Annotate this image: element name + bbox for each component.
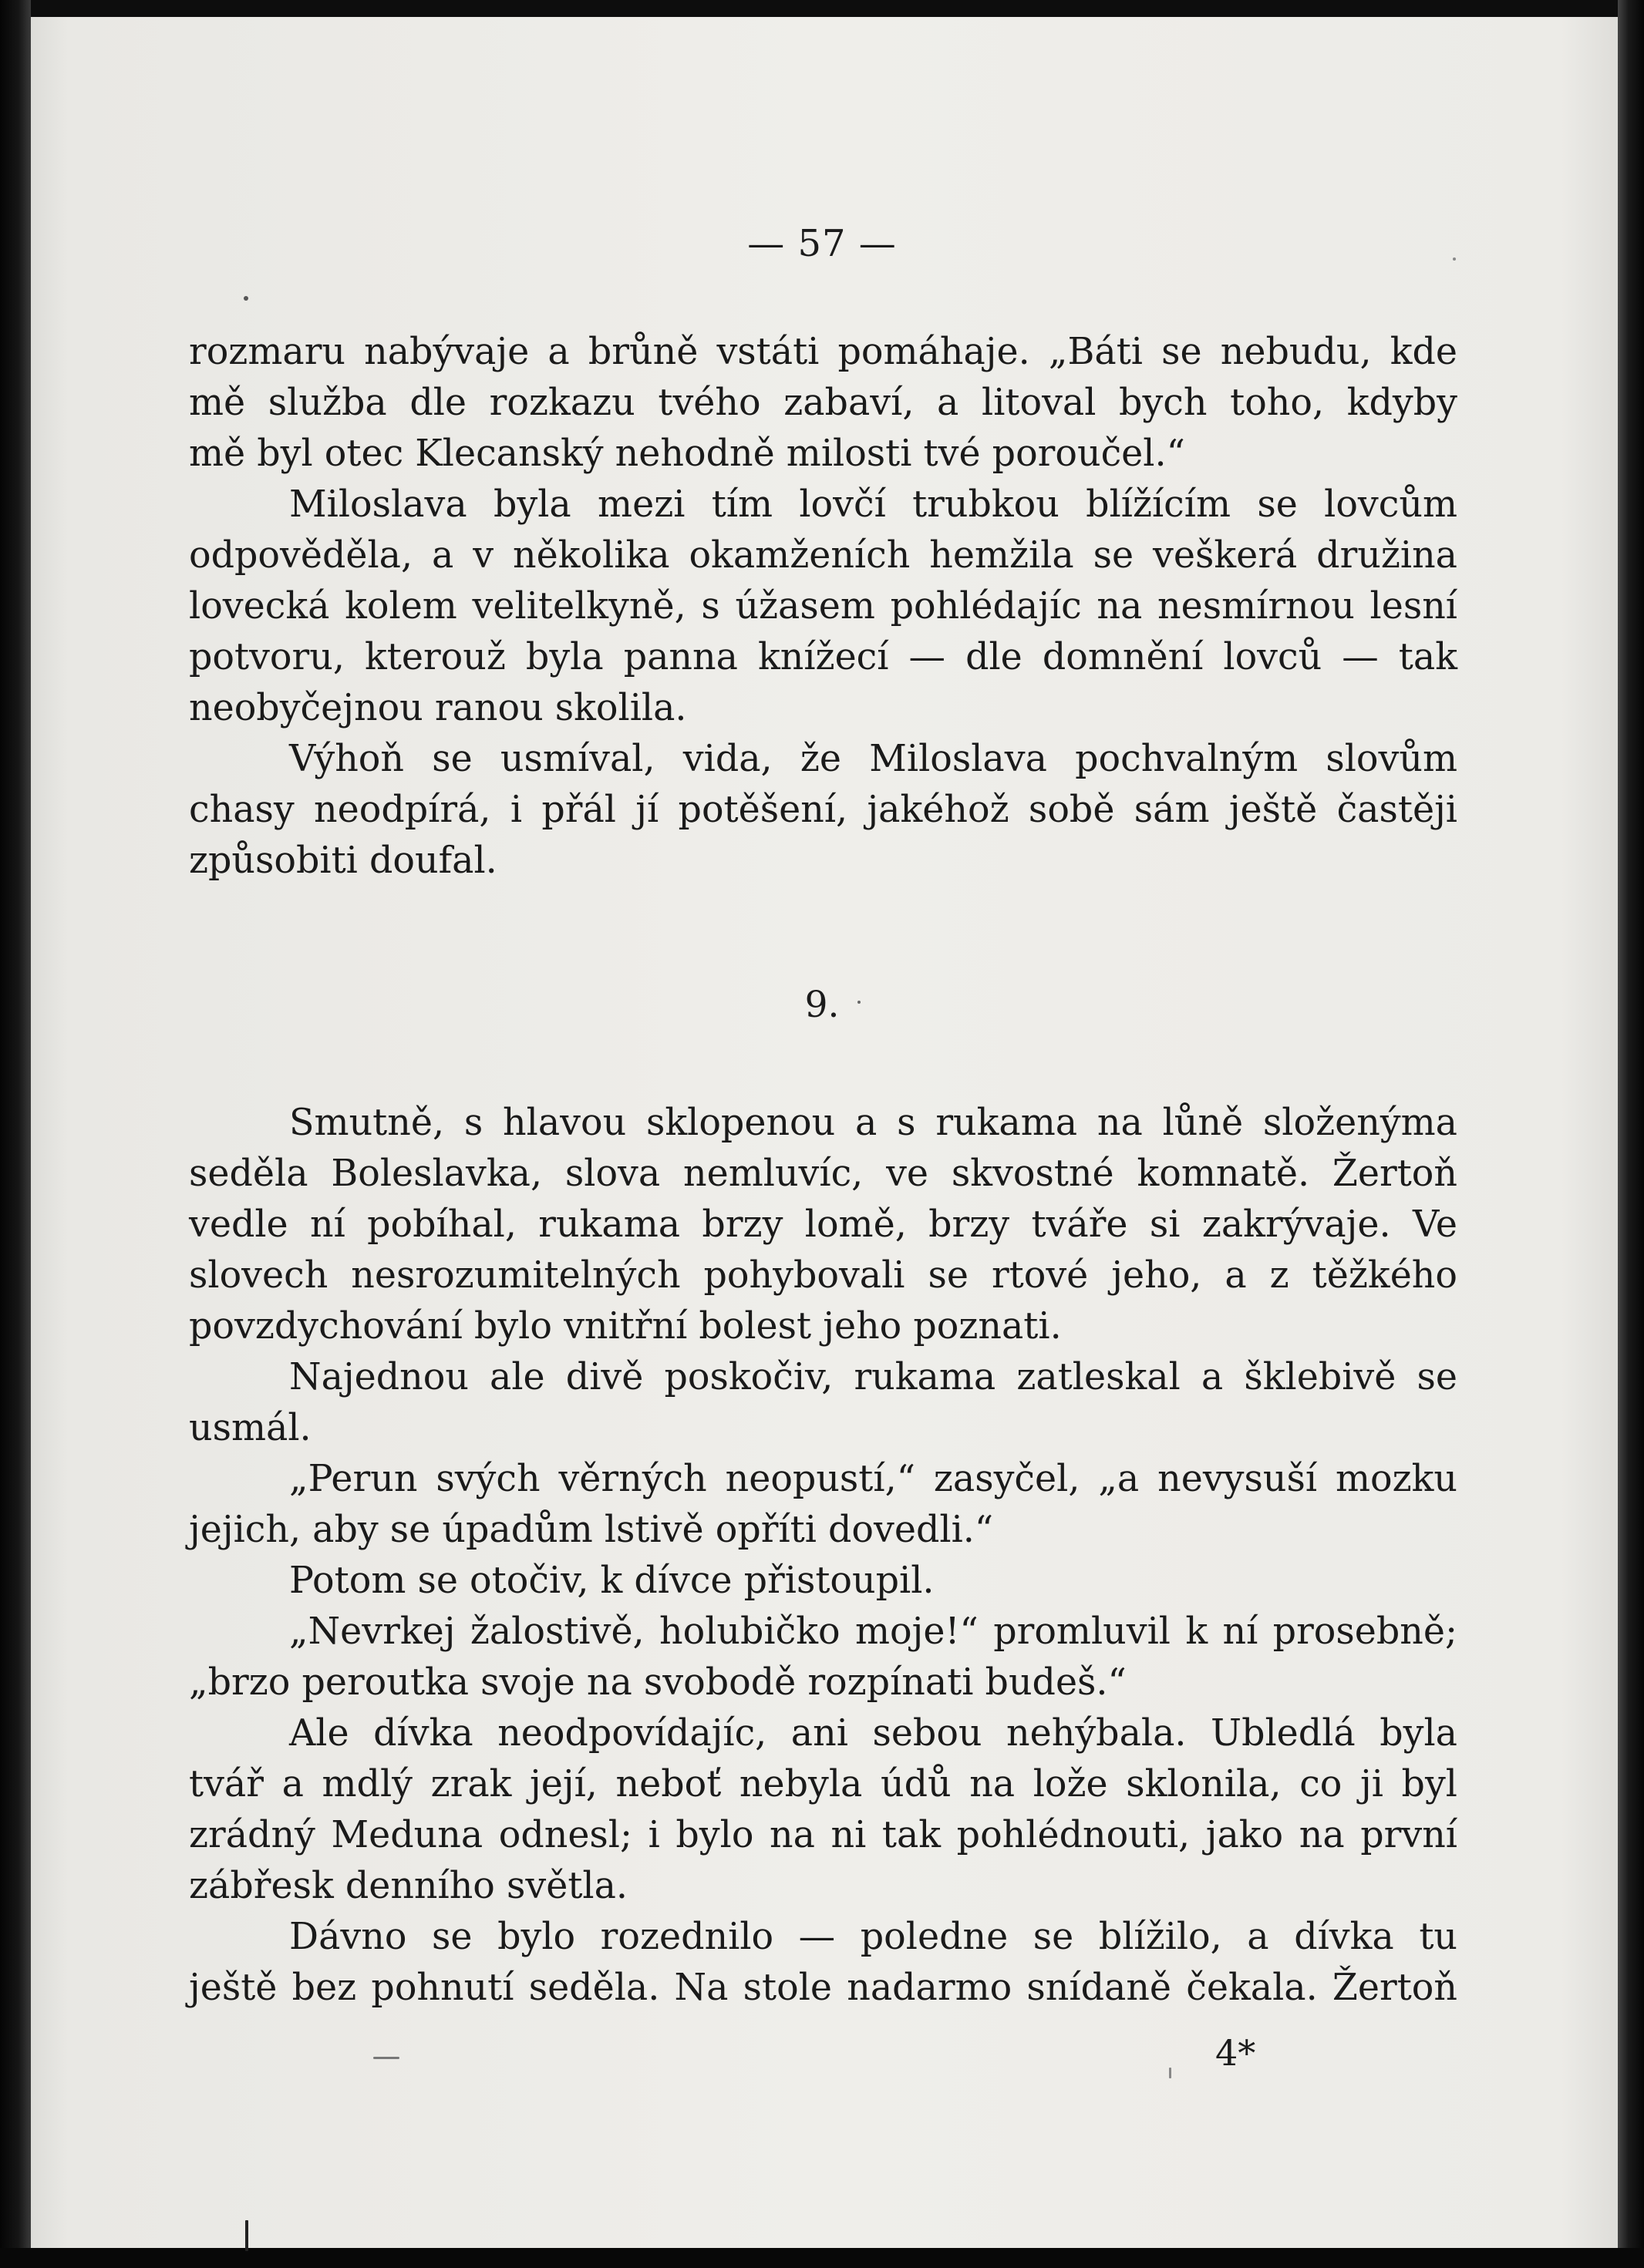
text-line: Najednou ale divě poskočiv, rukama zatleskal a šklebivě se: [289, 1356, 1457, 1398]
text-line: lovecká kolem velitelkyně, s úžasem pohlédajíc na nesmírnou lesní: [189, 585, 1457, 628]
text-line: odpověděla, a v několika okamženích hemžila se veškerá družina: [189, 534, 1457, 577]
text-line: potvoru, kterouž byla panna knížecí — dle domnění lovců — tak: [189, 636, 1457, 678]
text-line: způsobiti doufal.: [189, 840, 497, 882]
text-line: chasy neodpírá, i přál jí potěšení, jakéhož sobě sám ještě častěji: [189, 789, 1457, 831]
text-line: ještě bez pohnutí seděla. Na stole nadarmo snídaně čekala. Žertoň: [189, 1967, 1457, 2009]
printer-signature-mark: 4*: [1215, 2032, 1256, 2074]
text-line: vedle ní pobíhal, rukama brzy lomě, brzy tváře si zakrývaje. Ve: [189, 1203, 1457, 1246]
text-line: Dávno se bylo rozednilo — poledne se blížilo, a dívka tu: [289, 1916, 1457, 1958]
text-block-after-section: [189, 1098, 1457, 2014]
text-line: zrádný Meduna odnesl; i bylo na ni tak pohlédnouti, jako na první: [189, 1814, 1457, 1856]
section-number: 9.: [804, 984, 840, 1026]
text-line: „Perun svých věrných neopustí,“ zasyčel, „a nevysuší mozku: [289, 1458, 1457, 1500]
scan-border-right: [1618, 0, 1644, 2268]
text-line: tvář a mdlý zrak její, neboť nebyla údů na lože sklonila, co ji byl: [189, 1763, 1457, 1805]
text-line: „Nevrkej žalostivě, holubičko moje!“ promluvil k ní prosebně;: [289, 1610, 1457, 1653]
text-line: Ale dívka neodpovídajíc, ani sebou nehýbala. Ubledlá byla: [289, 1712, 1457, 1755]
text-line: Výhoň se usmíval, vida, že Miloslava pochvalným slovům: [289, 738, 1457, 780]
text-line: Potom se otočiv, k dívce přistoupil.: [289, 1560, 935, 1602]
text-line: povzdychování bylo vnitřní bolest jeho poznati.: [189, 1305, 1062, 1348]
text-line: jejich, aby se úpadům lstivě opříti dovedli.“: [189, 1509, 994, 1551]
text-line: mě byl otec Klecanský nehodně milosti tvé poroučel.“: [189, 432, 1185, 475]
text-line: rozmaru nabývaje a brůně vstáti pomáhaje. „Báti se nebudu, kde: [189, 331, 1457, 373]
text-line: Smutně, s hlavou sklopenou a s rukama na lůně složenýma: [289, 1102, 1457, 1144]
text-line: „brzo peroutka svoje na svobodě rozpínati budeš.“: [189, 1661, 1127, 1704]
scan-border-top: [0, 0, 1644, 17]
text-line: Miloslava byla mezi tím lovčí trubkou blížícím se lovcům: [289, 483, 1457, 526]
text-line: zábřesk denního světla.: [189, 1865, 628, 1907]
page-number: — 57 —: [747, 222, 897, 265]
paper-speck: [1169, 2068, 1171, 2078]
scan-border-left: [0, 0, 31, 2268]
text-line: neobyčejnou ranou skolila.: [189, 687, 687, 729]
text-line: seděla Boleslavka, slova nemluvíc, ve skvostné komnatě. Žertoň: [189, 1153, 1457, 1195]
paper-speck: [373, 2057, 399, 2059]
text-line: mě služba dle rozkazu tvého zabaví, a litoval bych toho, kdyby: [189, 382, 1457, 424]
text-block-before-section: [189, 327, 1457, 887]
text-line: slovech nesrozumitelných pohybovali se rtové jeho, a z těžkého: [189, 1254, 1457, 1297]
paper-speck: [244, 296, 248, 301]
text-line: usmál.: [189, 1407, 312, 1449]
paper-speck: [245, 2220, 248, 2251]
